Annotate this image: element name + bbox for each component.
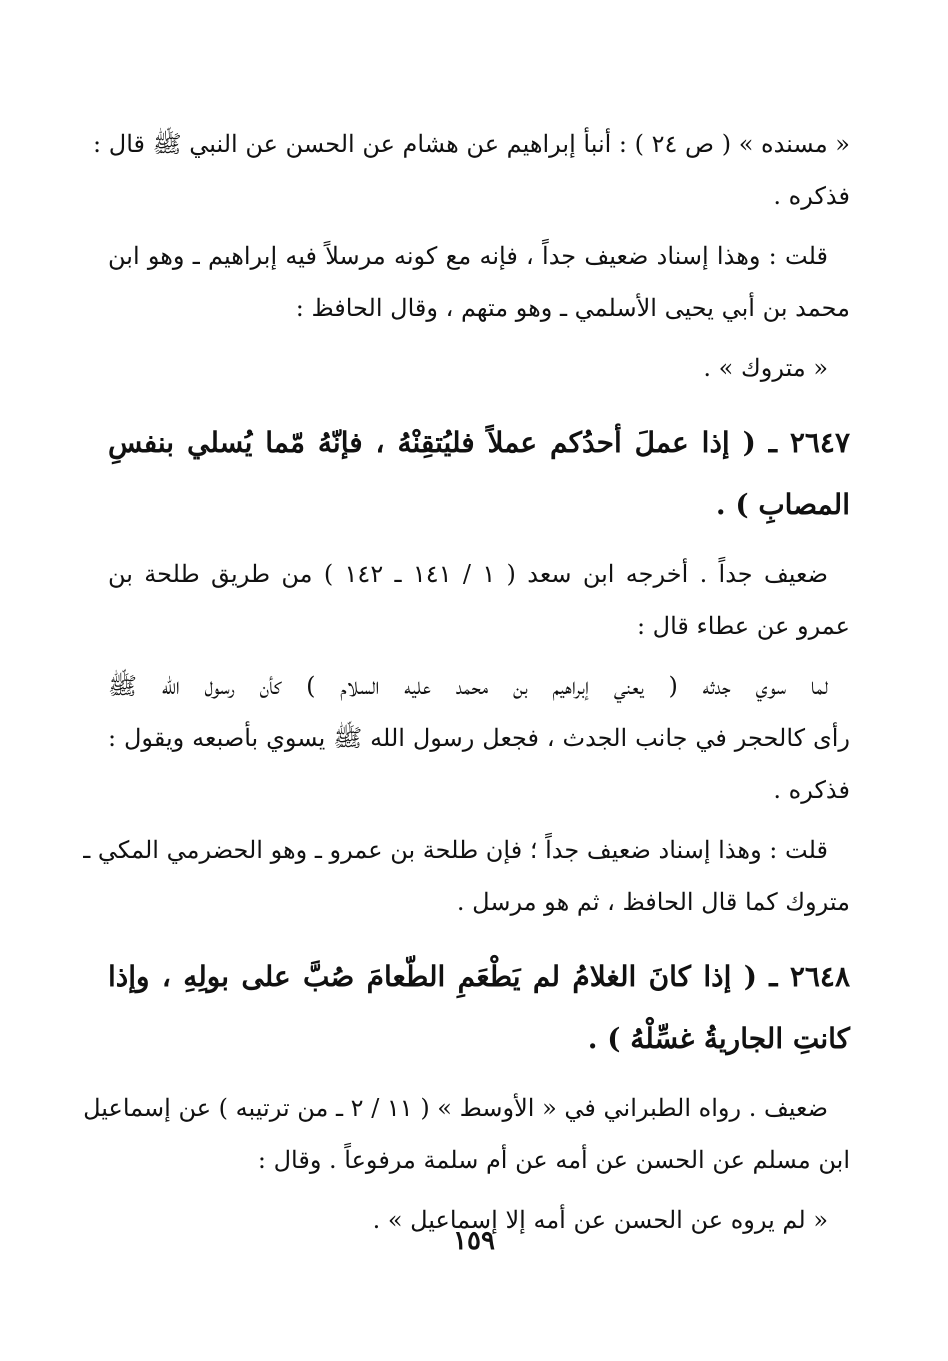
page-body (83, 118, 850, 1246)
text-line: « مسنده » ( ص ٢٤ ) : أنبأ إبراهيم عن هشام عن الحسن عن النبي ﷺ قال : (93, 130, 850, 158)
text-line: ضعيف جداً . أخرجه ابن سعد ( ١ / ١٤١ ـ ١٤٢ ) من طريق طلحة بن (108, 560, 829, 588)
text-line: فذكره . (773, 776, 850, 804)
commentary-paragraph (108, 548, 850, 652)
text-line: قلت : وهذا إسناد ضعيف جداً ؛ فإن طلحة بن عمرو ـ وهو الحضرمي المكي ـ (83, 836, 828, 864)
text-line: ضعيف . رواه الطبراني في « الأوسط » ( ١١ / ٢ ـ من ترتيبه ) عن إسماعيل (83, 1094, 828, 1122)
hadith-heading (108, 412, 850, 536)
text-line: فذكره . (773, 182, 850, 210)
text-line: ٢٦٤٨ ـ ( إذا كانَ الغلامُ لم يَطْعَمِ الطّعامَ صُبَّ على بولِهِ ، وإذا (108, 960, 850, 993)
hadith-heading (108, 946, 850, 1070)
page-number: ١٥٩ (453, 1226, 495, 1256)
text-line: عمرو عن عطاء قال : (636, 612, 850, 640)
commentary-paragraph (108, 230, 850, 334)
commentary-paragraph (93, 118, 850, 222)
text-line: « متروك » . (703, 354, 828, 382)
text-line: محمد بن أبي يحيى الأسلمي ـ وهو متهم ، وقال الحافظ : (295, 294, 850, 322)
text-line: رأى كالحجر في جانب الجدث ، فجعل رسول الله ﷺ يسوي بأصبعه ويقول : (108, 724, 850, 752)
text-line: ٢٦٤٧ ـ ( إذا عملَ أحدُكم عملاً فليُتقِنْهُ ، فإنّهُ مّما يُسلي بنفسِ (108, 426, 850, 459)
commentary-paragraph (83, 824, 850, 928)
text-line: لما سوي جدثه ( يعني إبراهيم بن محمد عليه السلام ) كأن رسول الله ﷺ (108, 672, 828, 700)
text-line: متروك كما قال الحافظ ، ثم هو مرسل . (456, 888, 850, 916)
text-line: كانتِ الجاريةُ غسِّلْهُ ) . (587, 1022, 850, 1055)
text-line: قلت : وهذا إسناد ضعيف جداً ، فإنه مع كونه مرسلاً فيه إبراهيم ـ وهو ابن (108, 242, 828, 270)
text-line: « لم يروه عن الحسن عن أمه إلا إسماعيل » . (372, 1206, 828, 1234)
text-line: المصابِ ) . (715, 488, 850, 521)
commentary-paragraph (83, 1082, 850, 1186)
text-line: ابن مسلم عن الحسن عن أمه عن أم سلمة مرفوعاً . وقال : (257, 1146, 850, 1174)
commentary-paragraph (108, 660, 850, 816)
commentary-paragraph (108, 342, 850, 394)
